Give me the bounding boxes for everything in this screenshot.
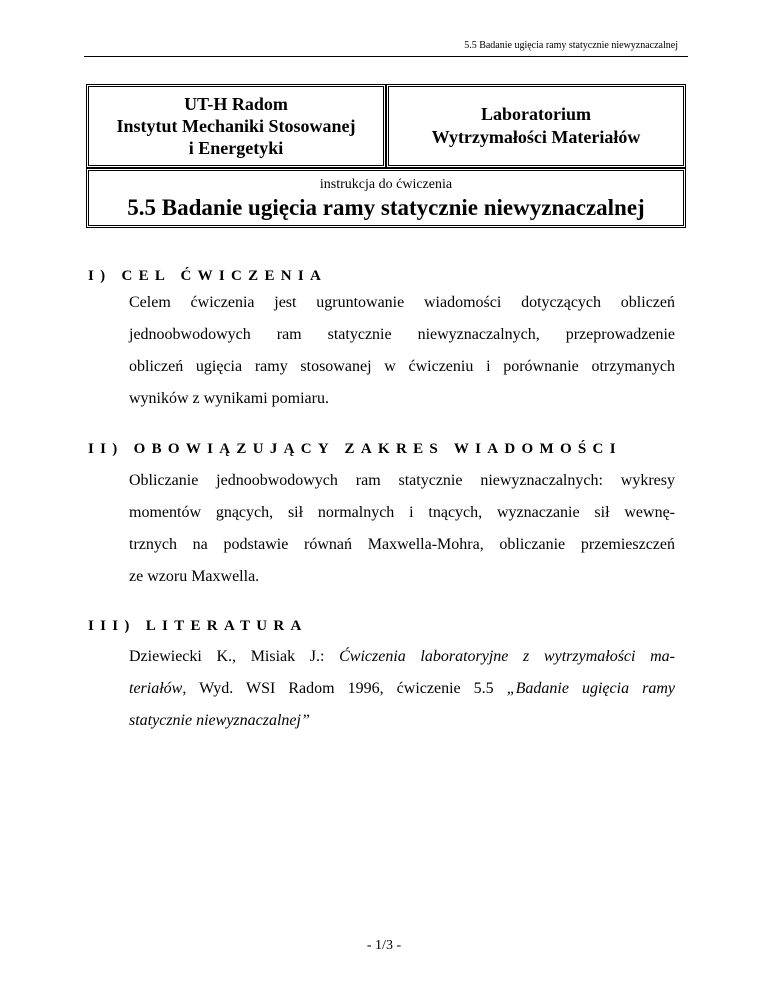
institution-line-3: i Energetyki — [188, 138, 284, 158]
paragraph-line: jednoobwodowych ram statycznie niewyznaczalnych, przeprowadzenie — [129, 326, 675, 343]
paragraph-line: wyników z wynikami pomiaru. — [129, 390, 329, 407]
institution-box — [86, 84, 386, 168]
laboratory-box — [386, 84, 686, 168]
laboratory-line-1: Laboratorium — [481, 104, 591, 124]
reference-title: teriałów — [129, 680, 183, 697]
exercise-subtitle: instrukcja do ćwiczenia — [319, 177, 453, 192]
paragraph-line: trznych na podstawie równań Maxwella-Mohra, obliczanie przemieszczeń — [129, 536, 675, 553]
section-goal-text — [129, 292, 675, 420]
page-number: - 1/3 - — [366, 938, 402, 953]
paragraph-line: Celem ćwiczenia jest ugruntowanie wiadomości dotyczących obliczeń — [129, 294, 675, 311]
section-heading-goal: I) CEL ĆWICZENIA — [88, 268, 328, 284]
reference-title: Ćwiczenia laboratoryjne z wytrzymałości ma- — [339, 648, 675, 665]
paragraph-line: obliczeń ugięcia ramy stosowanej w ćwiczeniu i porównanie otrzymanych — [129, 358, 675, 375]
institution-line-1: UT-H Radom — [184, 94, 288, 114]
paragraph-line: ze wzoru Maxwella. — [129, 568, 260, 585]
reference-quote: „Badanie ugięcia ramy — [506, 680, 676, 697]
exercise-title: 5.5 Badanie ugięcia ramy statycznie niewyznaczalnej — [127, 195, 645, 220]
reference-line — [129, 710, 675, 742]
institution-line-2: Instytut Mechaniki Stosowanej — [116, 116, 356, 136]
section-literature-text — [129, 646, 675, 742]
laboratory-line-2: Wytrzymałości Materiałów — [431, 127, 641, 147]
paragraph-line: momentów gnących, sił normalnych i tnących, wyznaczanie sił wewnę- — [129, 504, 675, 521]
section-scope-text — [129, 470, 675, 598]
section-heading-literature: III) LITERATURA — [88, 618, 308, 634]
reference-authors: Dziewiecki K., Misiak J.: — [129, 648, 340, 665]
reference-line — [129, 678, 675, 710]
exercise-title-box — [86, 168, 686, 228]
section-heading-scope: II) OBOWIĄZUJĄCY ZAKRES WIADOMOŚCI — [88, 441, 622, 457]
reference-line — [129, 646, 675, 678]
paragraph-line: Obliczanie jednoobwodowych ram statycznie niewyznaczalnych: wykresy — [129, 472, 675, 489]
header-rule — [84, 56, 688, 57]
reference-publisher: , Wyd. WSI Radom 1996, ćwiczenie 5.5 — [182, 680, 507, 697]
reference-quote: statycznie niewyznaczalnej” — [129, 712, 310, 729]
running-header: 5.5 Badanie ugięcia ramy statycznie niewyznaczalnej — [464, 40, 678, 51]
